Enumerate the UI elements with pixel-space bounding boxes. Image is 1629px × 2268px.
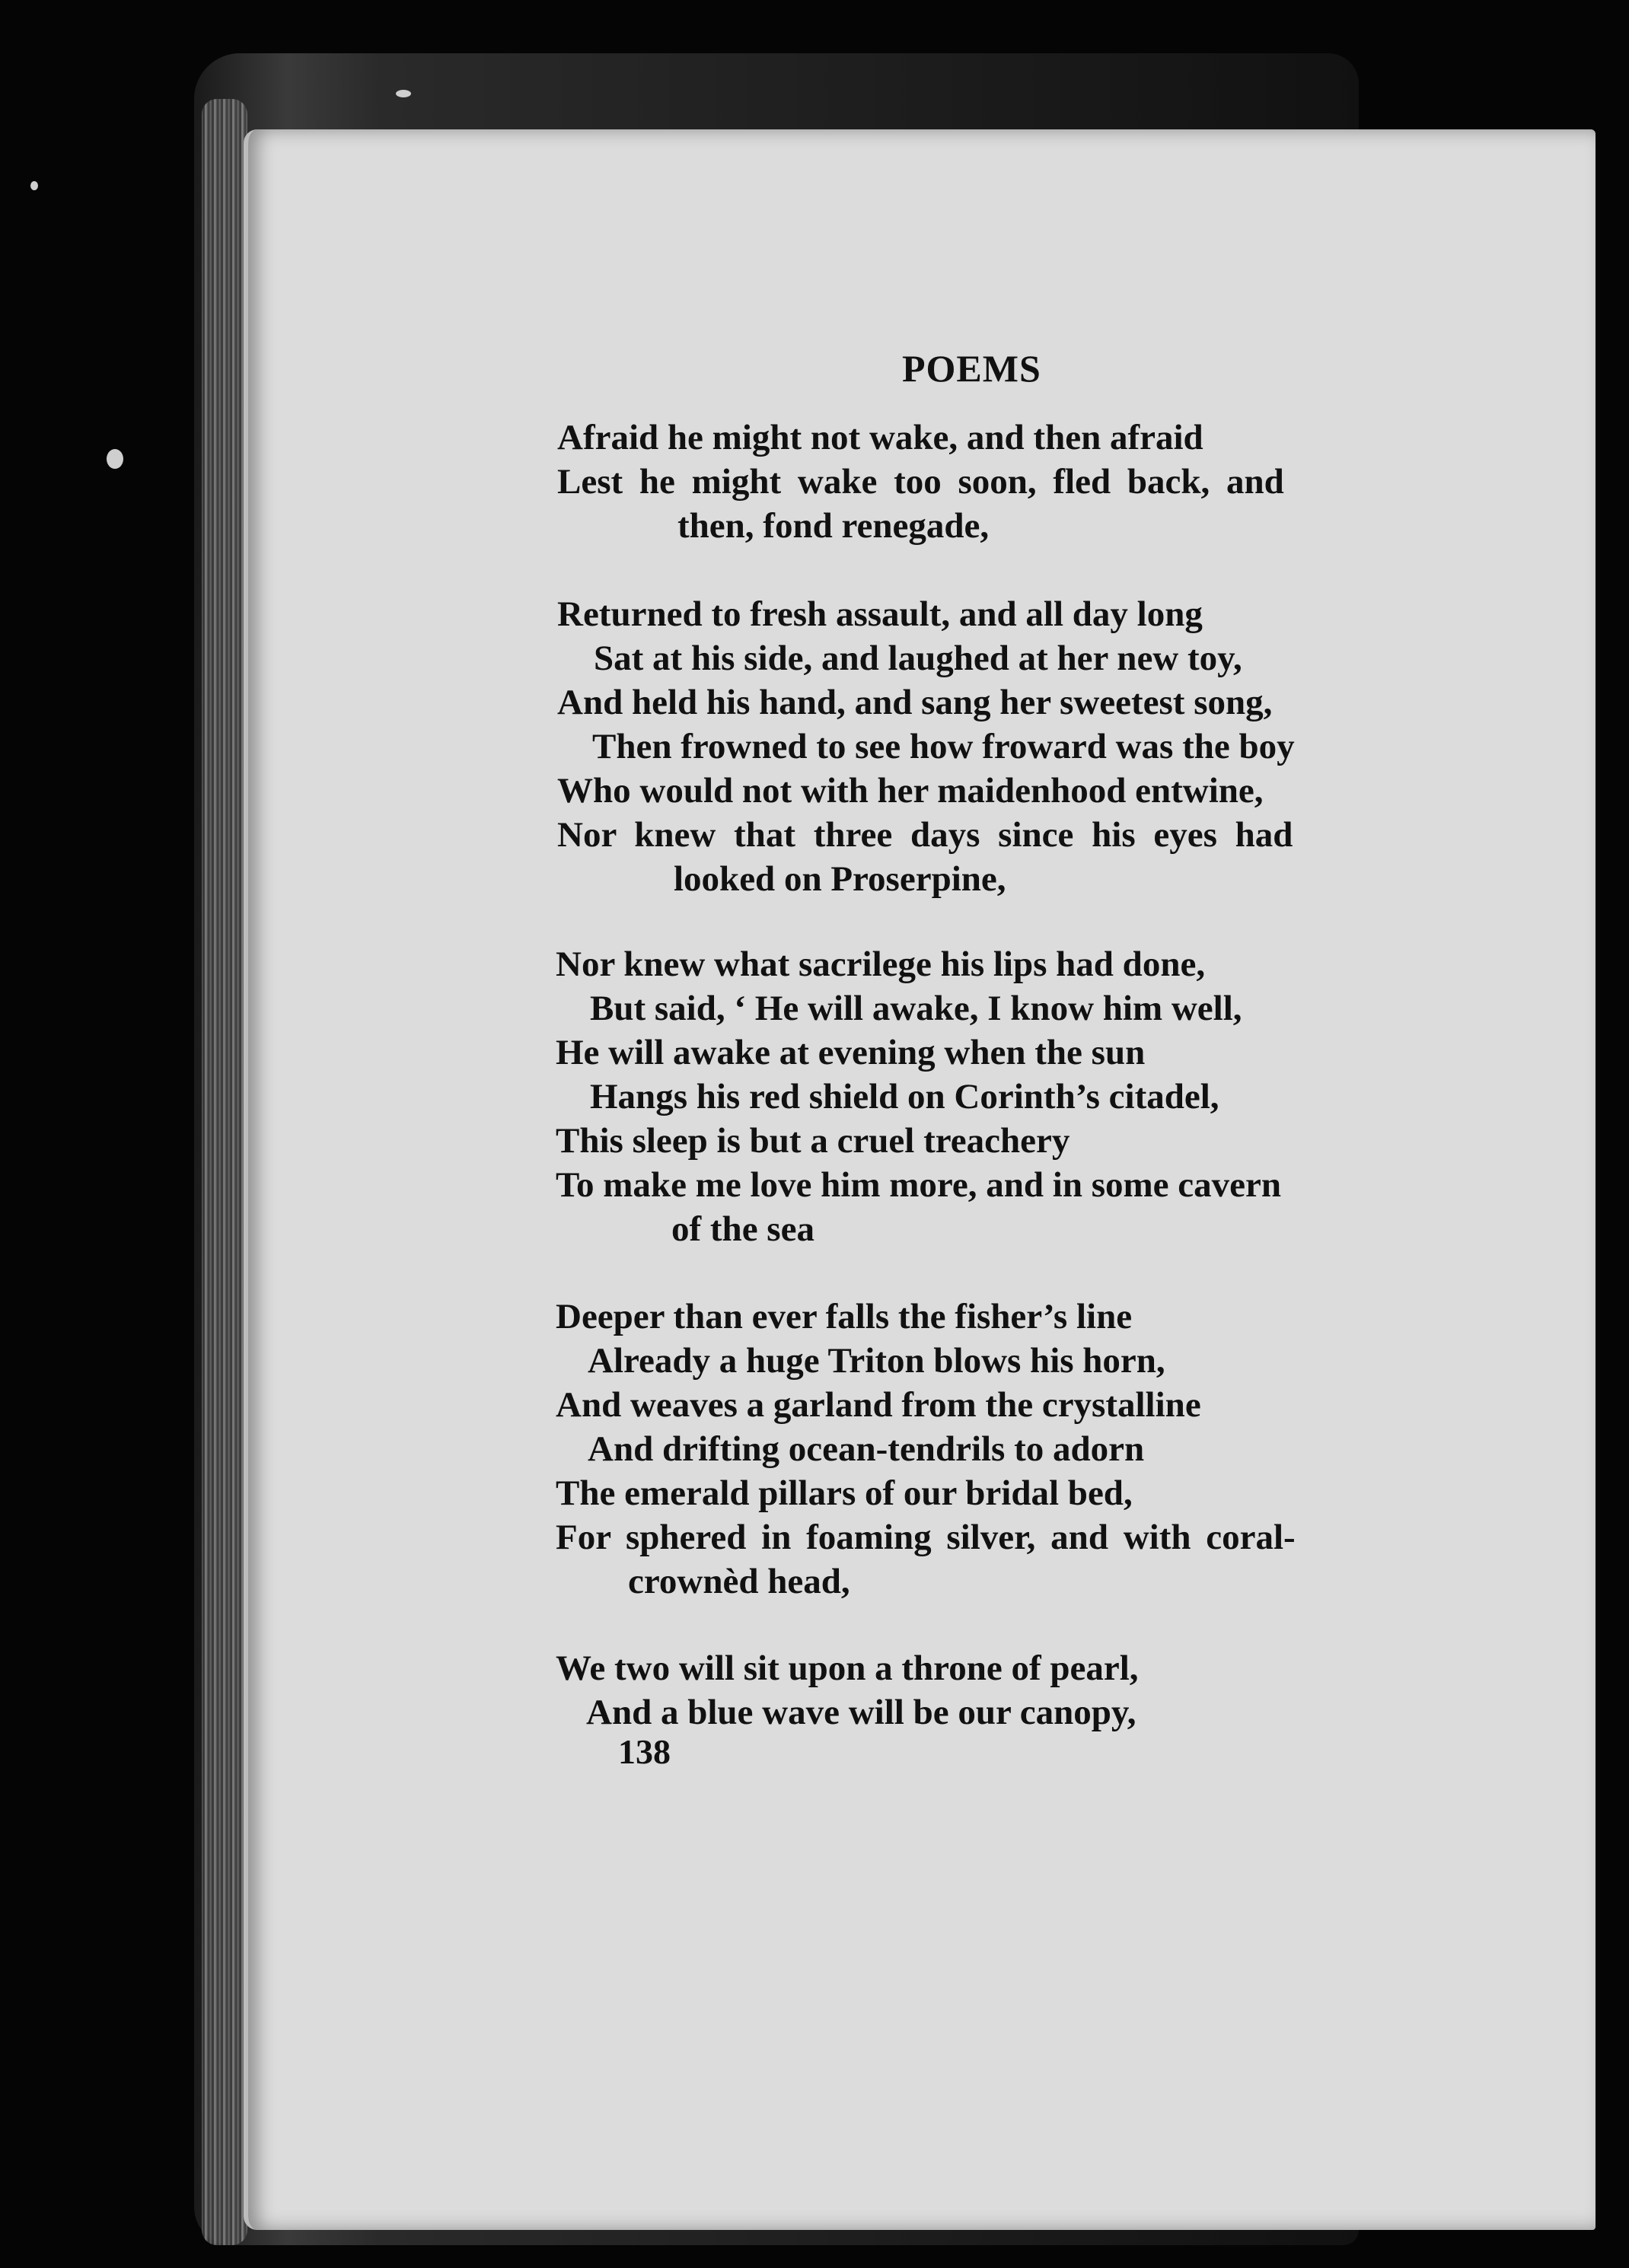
poem-line: We two will sit upon a throne of pearl, (556, 1648, 1139, 1688)
poem-line: Nor knew what sacrilege his lips had done, (556, 944, 1206, 984)
page-edges (202, 99, 247, 2245)
poem-line: And weaves a garland from the crystalline (556, 1385, 1201, 1425)
poem-line: Afraid he might not wake, and then afraid (557, 418, 1203, 457)
poem-line: Hangs his red shield on Corinth’s citadel, (590, 1077, 1219, 1116)
poem-line: then, fond renegade, (677, 506, 990, 546)
poem-line: And a blue wave will be our canopy, (586, 1693, 1136, 1732)
dust-speck (107, 449, 123, 469)
page-number: 138 (618, 1732, 671, 1771)
poem-line: The emerald pillars of our bridal bed, (556, 1473, 1133, 1513)
dust-speck (396, 90, 411, 97)
poem-line: Who would not with her maidenhood entwine, (557, 771, 1264, 811)
poem-line: Sat at his side, and laughed at her new toy, (594, 639, 1242, 678)
poem-line: Lest he might wake too soon, fled back, and (557, 462, 1284, 502)
poem-line: And held his hand, and sang her sweetest song, (557, 683, 1273, 722)
poem-line: looked on Proserpine, (674, 859, 1006, 899)
poem-line: Deeper than ever falls the fisher’s line (556, 1297, 1133, 1336)
poem-line: For sphered in foaming silver, and with coral- (556, 1518, 1296, 1557)
poem-line: This sleep is but a cruel treachery (556, 1121, 1070, 1161)
poem-line: crownèd head, (628, 1562, 850, 1601)
poem-line: Nor knew that three days since his eyes had (557, 815, 1293, 855)
poem-line: To make me love him more, and in some cavern (556, 1165, 1281, 1205)
running-head: POEMS (902, 347, 1041, 390)
poem-line: Returned to fresh assault, and all day long (557, 594, 1203, 634)
poem-line: of the sea (671, 1209, 814, 1249)
poem-line: But said, ‘ He will awake, I know him well, (590, 989, 1242, 1028)
poem-line: Already a huge Triton blows his horn, (588, 1341, 1165, 1381)
poem-line: Then frowned to see how froward was the boy (592, 727, 1295, 766)
poem-line: And drifting ocean-tendrils to adorn (588, 1429, 1145, 1469)
poem-line: He will awake at evening when the sun (556, 1033, 1146, 1072)
dust-speck (30, 181, 38, 190)
